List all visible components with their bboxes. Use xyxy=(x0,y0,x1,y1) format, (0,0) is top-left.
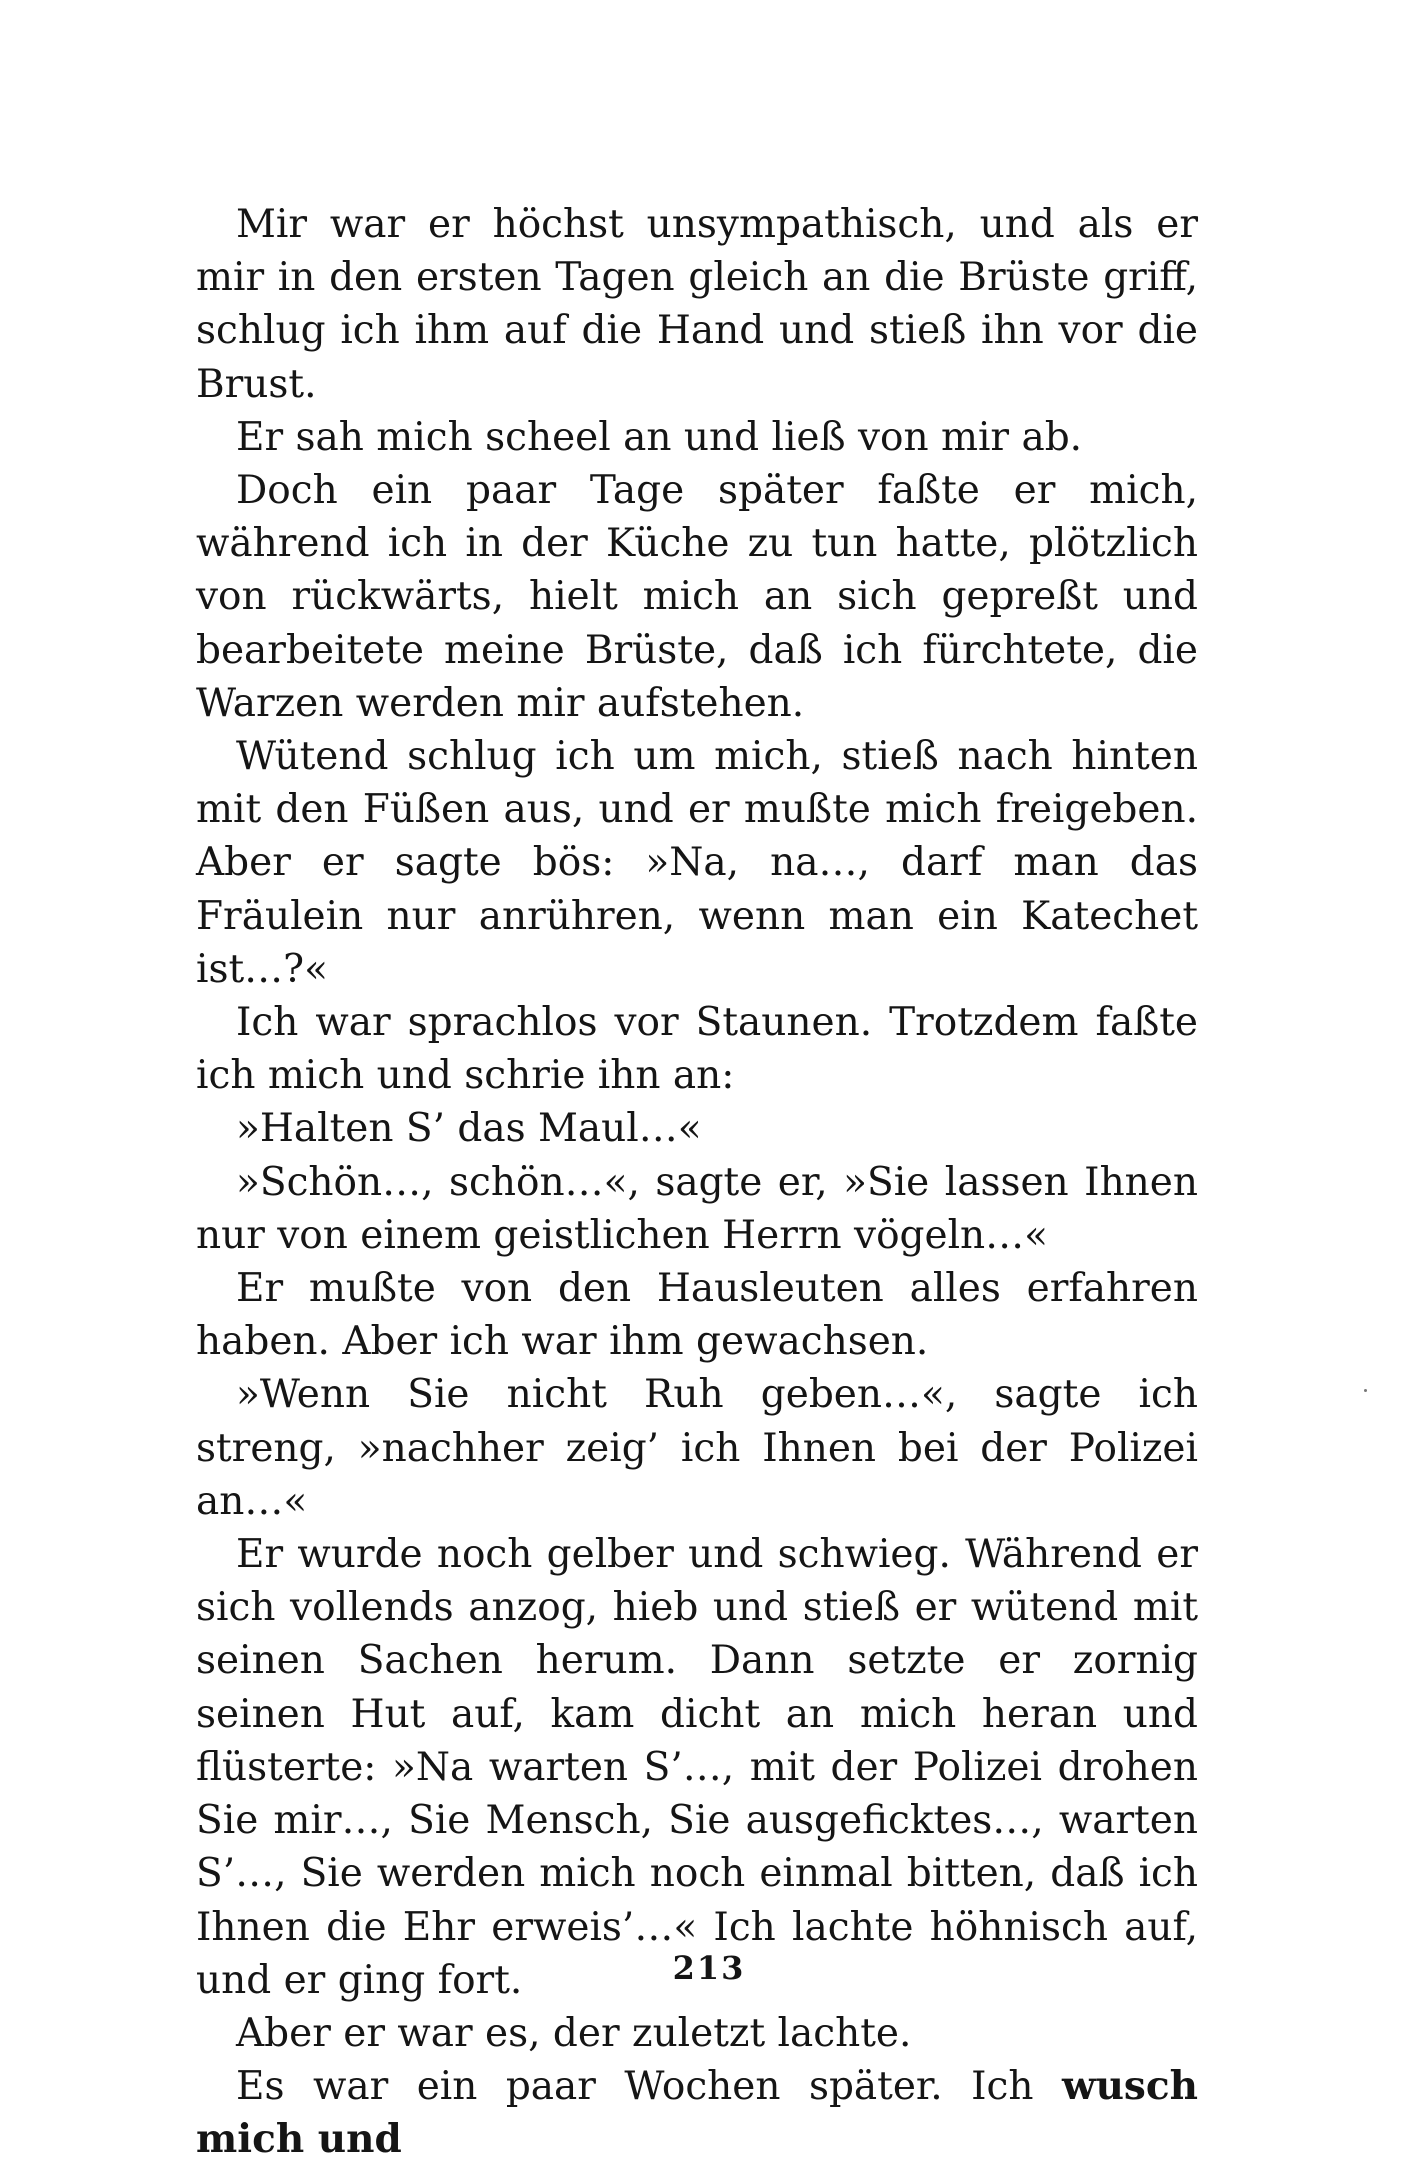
paragraph-12-bold: wusch mich und xyxy=(196,2063,1198,2163)
paragraph-6: »Halten S’ das Maul…« xyxy=(236,1106,702,1152)
paragraph-8: Er mußte von den Hausleuten alles erfahren haben. Aber ich war ihm gewachsen. xyxy=(196,1266,1198,1365)
paragraph-5: Ich war sprachlos vor Staunen. Trotzdem faßte ich mich und schrie ihn an: xyxy=(196,1000,1198,1099)
paragraph-3: Doch ein paar Tage später faßte er mich, während ich in der Küche zu tun hatte, plötzlich von rückwärts, hielt mich an sich gepreßt und bearbeitete meine Brüste, daß ich fürchtete, die Warzen werden mir aufstehen. xyxy=(196,468,1198,726)
paragraph-12 xyxy=(196,2060,1198,2166)
paragraph-7: »Schön…, schön…«, sagte er, »Sie lassen Ihnen nur von einem geistlichen Herrn vögeln…« xyxy=(196,1159,1198,1258)
paragraph-2: Er sah mich scheel an und ließ von mir ab. xyxy=(236,414,1083,460)
paragraph-12-regular: Es war ein paar Wochen später. Ich xyxy=(236,2064,1062,2110)
paragraph-9: »Wenn Sie nicht Ruh geben…«, sagte ich streng, »nachher zeig’ ich Ihnen bei der Polizei an…« xyxy=(196,1372,1198,1524)
paragraph-10: Er wurde noch gelber und schwieg. Während er sich vollends anzog, hieb und stieß er wütend mit seinen Sachen herum. Dann setzte er zornig seinen Hut auf, kam dicht an mich heran und flüsterte: »Na warten S’…, mit der Polizei drohen Sie mir…, Sie Mensch, Sie ausgeficktes…, warten S’…, Sie werden mich noch einmal bitten, daß ich Ihnen die Ehr erweis’…« Ich lachte höhnisch auf, und er ging fort. xyxy=(196,1532,1198,2003)
scan-speck xyxy=(1364,1389,1367,1392)
paragraph-4: Wütend schlug ich um mich, stieß nach hinten mit den Füßen aus, und er mußte mich freigeben. Aber er sagte bös: »Na, na…, darf man das Fräulein nur anrühren, wenn man ein Katechet ist…?« xyxy=(196,734,1198,992)
paragraph-11: Aber er war es, der zuletzt lachte. xyxy=(236,2010,912,2056)
body-text xyxy=(196,198,1198,2167)
paragraph-1: Mir war er höchst unsympathisch, und als er mir in den ersten Tagen gleich an die Brüste griff, schlug ich ihm auf die Hand und stieß ihn vor die Brust. xyxy=(196,202,1198,407)
page-number: 213 xyxy=(672,1949,746,1987)
